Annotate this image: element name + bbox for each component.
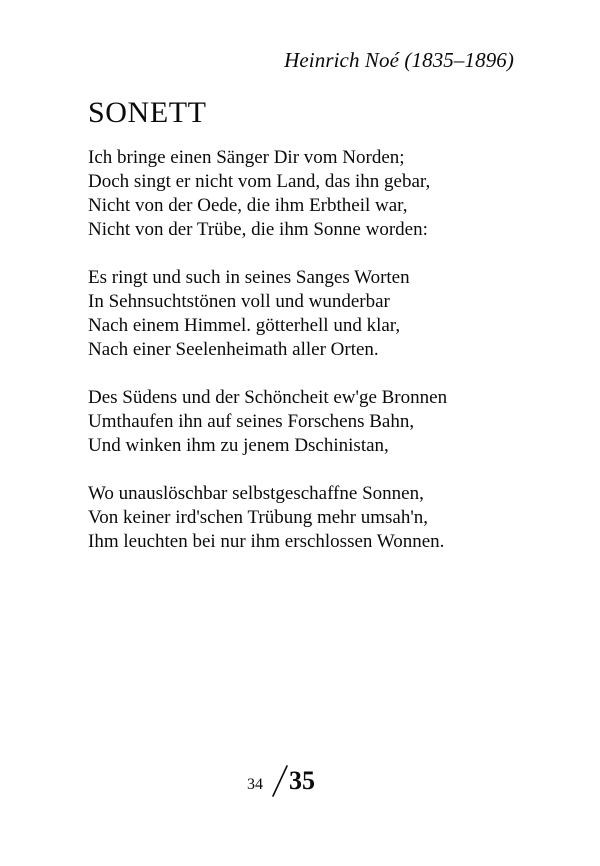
poem-title: SONETT <box>88 96 207 129</box>
poem-line: Und winken ihm zu jenem Dschinistan, <box>88 435 389 456</box>
poem-line: Nach einem Himmel. götterhell und klar, <box>88 315 401 336</box>
poem-line: Ihm leuchten bei nur ihm erschlossen Wonnen. <box>88 531 445 552</box>
poem-line: Von keiner ird'schen Trübung mehr umsah'n, <box>88 507 429 528</box>
page-separator-slash <box>270 764 290 798</box>
poem-line: Nach einer Seelenheimath aller Orten. <box>88 339 379 360</box>
current-page-number: 34 <box>247 776 263 793</box>
total-page-number: 35 <box>289 766 315 795</box>
poem-body <box>88 146 508 578</box>
stanza-4 <box>88 482 508 554</box>
poem-line: Nicht von der Oede, die ihm Erbtheil war, <box>88 195 408 216</box>
poem-line: Nicht von der Trübe, die ihm Sonne worden: <box>88 219 428 240</box>
poem-line: In Sehnsuchtstönen voll und wunderbar <box>88 291 390 312</box>
poem-line: Ich bringe einen Sänger Dir vom Norden; <box>88 147 405 168</box>
stanza-2 <box>88 266 508 362</box>
poem-line: Wo unauslöschbar selbstgeschaffne Sonnen, <box>88 483 424 504</box>
poem-line: Es ringt und such in seines Sanges Worten <box>88 267 410 288</box>
poem-line: Des Südens und der Schöncheit ew'ge Bronnen <box>88 387 448 408</box>
stanza-1 <box>88 146 508 242</box>
stanza-3 <box>88 386 508 458</box>
poem-line: Umthaufen ihn auf seines Forschens Bahn, <box>88 411 415 432</box>
poem-line: Doch singt er nicht vom Land, das ihn gebar, <box>88 171 431 192</box>
author-heading: Heinrich Noé (1835–1896) <box>284 48 514 72</box>
page-number <box>240 764 360 804</box>
